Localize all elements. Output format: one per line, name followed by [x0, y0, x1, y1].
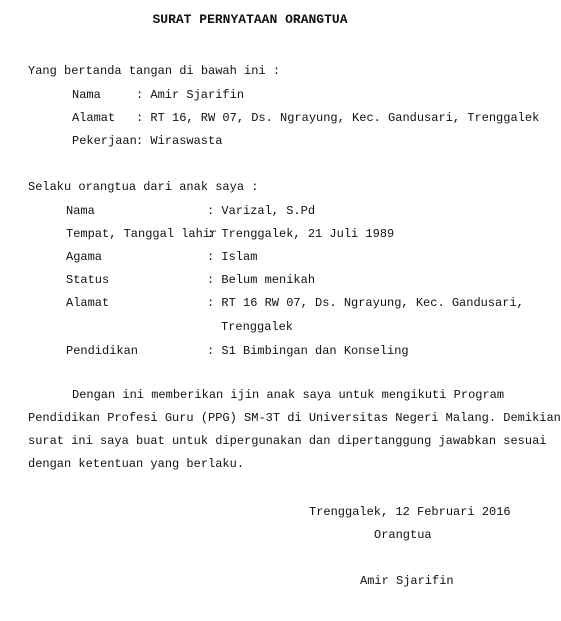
child-name-value: : Varizal, S.Pd	[207, 204, 316, 218]
signature-name: Amir Sjarifin	[360, 574, 454, 588]
body-line-2: Pendidikan Profesi Guru (PPG) SM-3T di Universitas Negeri Malang. Demikian	[28, 411, 561, 425]
signature-role: Orangtua	[374, 528, 432, 542]
child-address-label: Alamat	[66, 296, 110, 310]
child-religion-label: Agama	[66, 250, 103, 264]
child-intro-text: Selaku orangtua dari anak saya :	[28, 180, 259, 194]
parent-occupation-label: Pekerjaan	[72, 134, 137, 148]
child-address-value: : RT 16 RW 07, Ds. Ngrayung, Kec. Gandusari,	[207, 296, 524, 310]
parent-name-label: Nama	[72, 88, 101, 102]
parent-address-value: : RT 16, RW 07, Ds. Ngrayung, Kec. Gandusari, Trenggalek	[136, 111, 540, 125]
child-education-label: Pendidikan	[66, 344, 139, 358]
letter-title: SURAT PERNYATAAN ORANGTUA	[152, 12, 348, 27]
parent-occupation-value: : Wiraswasta	[136, 134, 223, 148]
body-line-4: dengan ketentuan yang berlaku.	[28, 457, 245, 471]
parent-address-label: Alamat	[72, 111, 116, 125]
child-birth-value: : Trenggalek, 21 Juli 1989	[207, 227, 395, 241]
child-religion-value: : Islam	[207, 250, 258, 264]
body-line-3: surat ini saya buat untuk dipergunakan dan dipertanggung jawabkan sesuai	[28, 434, 547, 448]
body-line-1: Dengan ini memberikan ijin anak saya untuk mengikuti Program	[72, 388, 505, 402]
intro-text: Yang bertanda tangan di bawah ini :	[28, 64, 281, 78]
child-birth-label: Tempat, Tanggal lahir	[66, 227, 218, 241]
child-status-value: : Belum menikah	[207, 273, 316, 287]
parent-name-value: : Amir Sjarifin	[136, 88, 245, 102]
child-address-value-cont: Trenggalek	[221, 320, 294, 334]
child-name-label: Nama	[66, 204, 95, 218]
child-status-label: Status	[66, 273, 110, 287]
child-education-value: : S1 Bimbingan dan Konseling	[207, 344, 409, 358]
signature-place-date: Trenggalek, 12 Februari 2016	[309, 505, 511, 519]
